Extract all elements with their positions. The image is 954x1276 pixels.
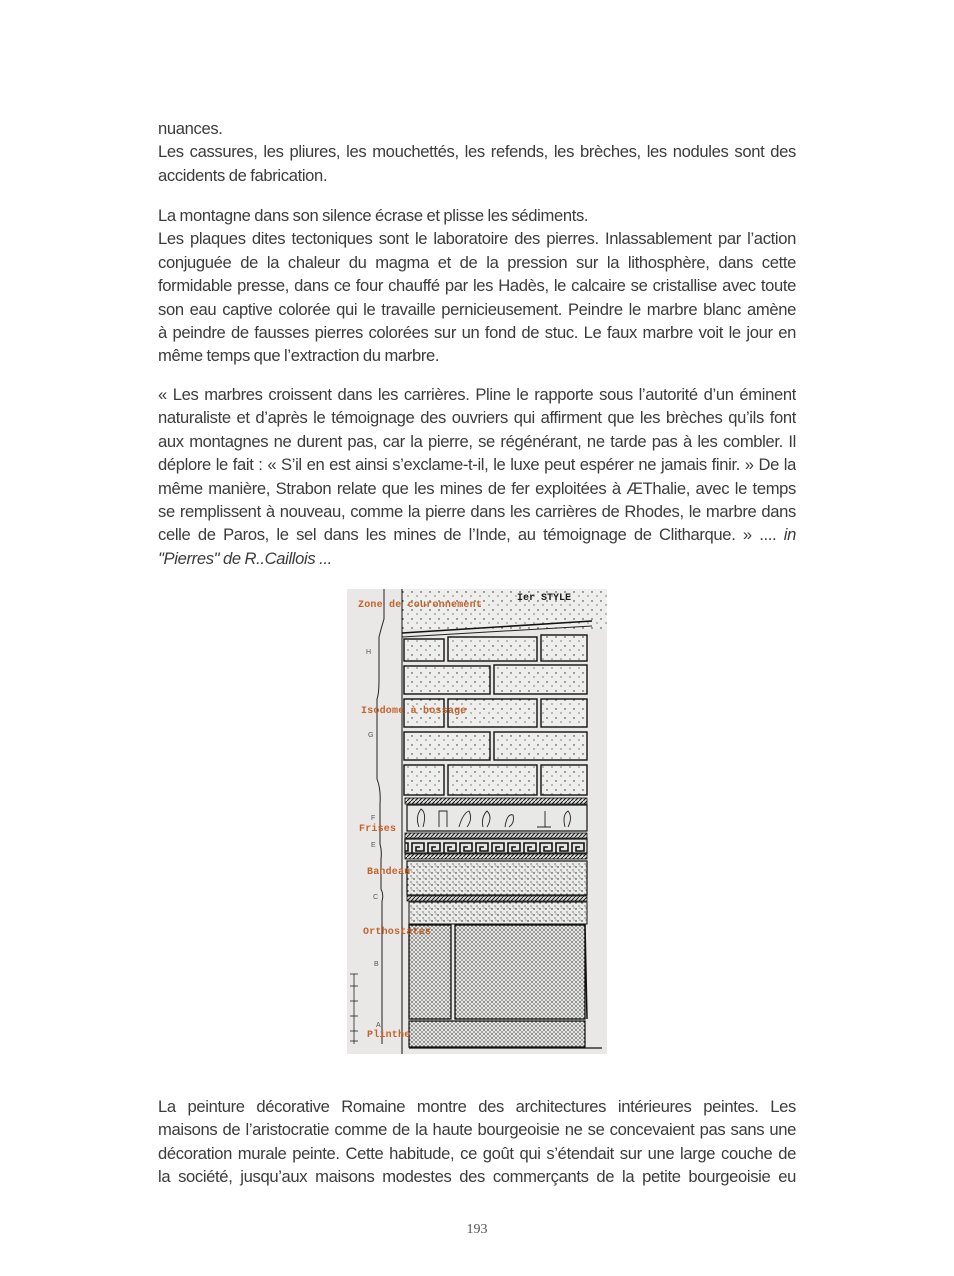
text-line: La montagne dans son silence écrase et plisse les sédiments.	[158, 206, 589, 225]
text-line: Les cassures, les pliures, les mouchettés, les refends, les brèches, les nodules sont des	[158, 142, 796, 162]
paragraph-caillois-quote	[158, 383, 796, 570]
text-line: naturaliste et d’après le témoignage des ouvriers qui affirment que les brèches qu’ils font	[158, 408, 796, 428]
label-plinthe: Plinthe	[367, 1030, 411, 1041]
text-line: accidents de fabrication.	[158, 165, 328, 185]
figure-title: Ier STYLE	[517, 593, 572, 604]
text-line: conjuguée de la chaleur du magma et de la pression sur la lithosphère, dans cette	[158, 252, 796, 272]
paragraph-roman-decorative-painting	[158, 1095, 796, 1189]
page-number: 193	[466, 1222, 488, 1237]
label-isodome-bossage: Isodome à bossage	[361, 706, 467, 717]
text-segment: celle de Paros, le sel dans les mines de l’Inde, au témoignage de Clitharque. » ....	[158, 525, 784, 545]
text-line: « Les marbres croissent dans les carrières. Pline le rapporte sous l’autorité d’un éminent	[158, 385, 796, 404]
paragraph-fabrication-accidents	[158, 117, 796, 187]
text-line: déplore le fait : « S’il en est ainsi s’exclame-t-il, le luxe peut espérer ne jamais finir. » De la	[158, 455, 796, 475]
text-line: son eau captive colorée qui le travaille pernicieusement. Peindre le marbre blanc amène	[158, 299, 796, 319]
paragraph-tectonic-plates	[158, 204, 796, 368]
label-zone-couronnement: Zone de couronnement	[358, 600, 483, 611]
citation-in: in	[783, 525, 796, 545]
label-orthostates: Orthostates	[363, 927, 432, 938]
dimension-f: F	[371, 815, 376, 822]
dimension-a: A	[376, 1022, 381, 1029]
text-line: même temps que l’extraction du marbre.	[158, 346, 440, 366]
citation-source: "Pierres" de R..Caillois ...	[158, 548, 332, 568]
text-line: Les plaques dites tectoniques sont le laboratoire des pierres. Inlassablement par l’action	[158, 229, 796, 249]
label-frises: Frises	[359, 824, 397, 835]
text-line-with-citation	[158, 523, 796, 546]
text-line: maisons de l’aristocratie comme de la haute bourgeoisie ne se concevaient pas sans une	[158, 1120, 796, 1140]
dimension-e: E	[371, 842, 376, 849]
figure-first-style-wall-diagram	[347, 589, 607, 1054]
text-line: à peindre de fausses pierres colorées sur un fond de stuc. Le faux marbre voit le jour en	[158, 323, 796, 343]
text-line: décoration murale peinte. Cette habitude, ce goût qui s’étendait sur une large couche de	[158, 1143, 796, 1163]
text-line: même manière, Strabon relate que les mines de fer exploitées à ÆThalie, avec le temps	[158, 478, 796, 498]
label-bandeau: Bandeau	[367, 867, 411, 878]
text-line: nuances.	[158, 119, 223, 138]
text-line: la société, jusqu’aux maisons modestes des commerçants de la petite bourgeoisie eu	[158, 1167, 796, 1187]
text-line: aux montagnes ne durent pas, car la pierre, se régénérant, ne tarde pas à les combler. Il	[158, 431, 796, 451]
wall-elevation-drawing	[347, 589, 607, 1054]
text-line: se remplissent à nouveau, comme la pierre dans les carrières de Rhodes, le marbre dans	[158, 502, 796, 522]
dimension-g: G	[368, 732, 374, 739]
dimension-h: H	[366, 649, 372, 656]
dimension-b: B	[374, 961, 379, 968]
text-line: formidable presse, dans ce four chauffé par les Hadès, le calcaire se cristallise avec toute	[158, 276, 796, 296]
dimension-c: C	[373, 894, 379, 901]
text-line: La peinture décorative Romaine montre des architectures intérieures peintes. Les	[158, 1097, 796, 1116]
